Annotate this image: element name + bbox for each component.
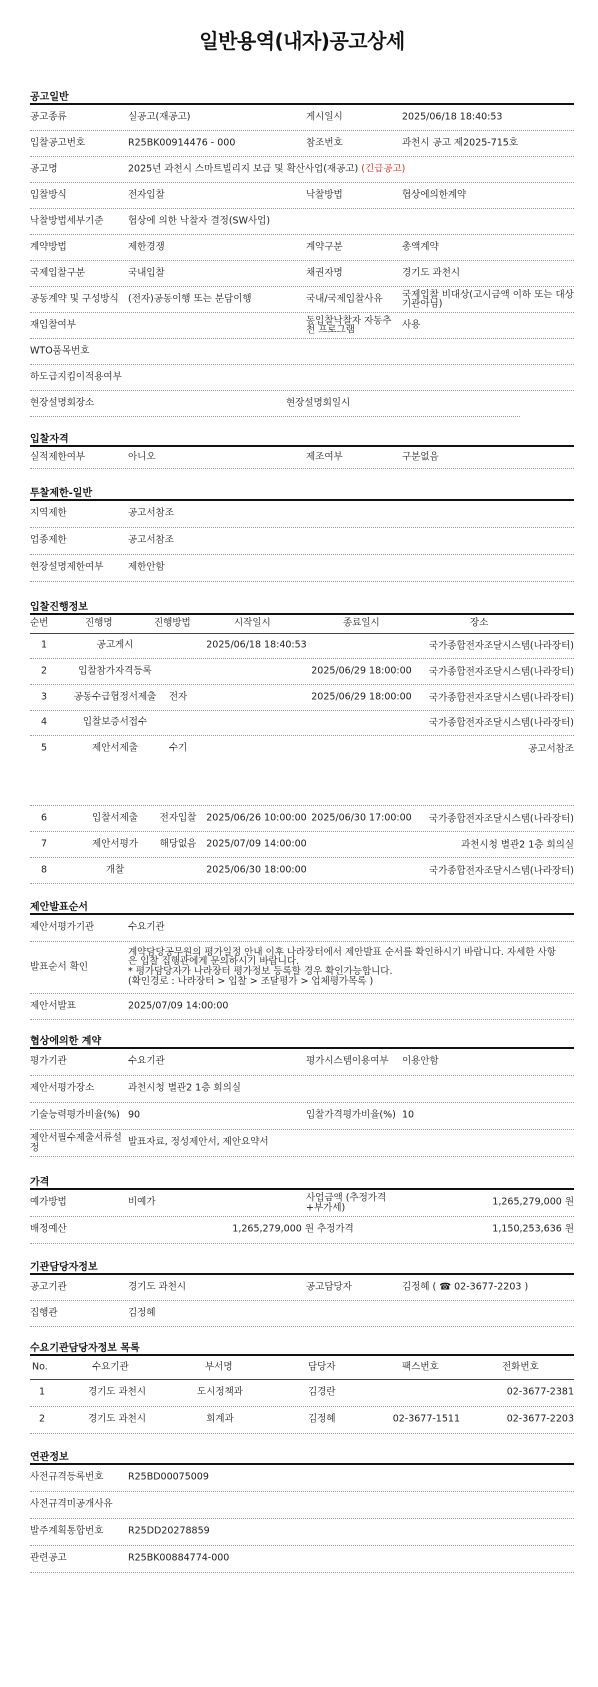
demand-table-body bbox=[30, 1380, 574, 1434]
row-subcontract: 하도급지킴이적용여부 bbox=[30, 365, 574, 391]
cell-no: 6 bbox=[40, 812, 48, 824]
cell-place: 국가종합전자조달시스템(나라장터) bbox=[428, 864, 574, 876]
row-agency-org: 공고기관 경기도 과천시 공고담당자 김정혜 ( ☎ 02-3677-2203 ) bbox=[30, 1275, 574, 1301]
cell-dept: 도시정책과 bbox=[197, 1386, 243, 1398]
cell-place: 과천시청 별관2 1층 회의실 bbox=[461, 838, 574, 850]
cell-no: 3 bbox=[40, 691, 48, 703]
table-row bbox=[30, 736, 574, 806]
section-agency bbox=[30, 1262, 574, 1327]
row-pre-no: 사전규격등록번호 R25BD00075009 bbox=[30, 1465, 574, 1492]
section-restriction bbox=[30, 488, 574, 582]
section-presentation bbox=[30, 902, 574, 1020]
demand-table-header: No. 수요기관 부서명 담당자 팩스번호 전화번호 bbox=[30, 1356, 574, 1380]
cell-person: 김경란 bbox=[308, 1386, 336, 1398]
cell-place: 국가종합전자조달시스템(나라장터) bbox=[428, 665, 574, 677]
cell-start: 2025/07/09 14:00:00 bbox=[206, 838, 307, 850]
cell-no: 4 bbox=[40, 716, 48, 728]
table-row bbox=[30, 832, 574, 858]
cell-name: 입찰서제출 bbox=[92, 812, 138, 824]
row-present: 제안서발표 2025/07/09 14:00:00 bbox=[30, 994, 574, 1020]
notice-name: 2025년 과천시 스마트빌리지 보급 및 확산사업(재공고) bbox=[128, 163, 359, 175]
cell-place: 공고서참조 bbox=[528, 743, 574, 755]
order-line: 계약담당공무원의 평가일정 안내 이후 나라장터에서 제안발표 순서를 확인하시기 바랍니다. 자세한 사항은 입찰 집행관에게 문의하시기 바랍니다. bbox=[128, 946, 556, 968]
table-row bbox=[30, 634, 574, 659]
section-qualification bbox=[30, 434, 574, 469]
cell-method: 해당없음 bbox=[159, 838, 197, 850]
row-perf: 실적제한여부 아니오 제조여부 구분없음 bbox=[30, 447, 574, 469]
cell-no: 2 bbox=[40, 665, 48, 677]
cell-tel: 02-3677-2203 bbox=[506, 1413, 574, 1425]
cell-name: 제안서평가 bbox=[92, 838, 138, 850]
row-bid-no: 입찰공고번호 R25BK00914476 - 000 참조번호 과천시 공고 제2025-715호 bbox=[30, 131, 574, 157]
section-title: 입찰자격 bbox=[30, 434, 574, 447]
cell-place: 국가종합전자조달시스템(나라장터) bbox=[428, 691, 574, 703]
cell-no: 2 bbox=[38, 1413, 46, 1425]
cell-name: 입찰참가자격등록 bbox=[78, 665, 152, 677]
row-agency-exec: 집행관 김정혜 bbox=[30, 1301, 574, 1327]
row-neg-ratio: 기술능력평가비율(%) 90 입찰가격평가비율(%) 10 bbox=[30, 1103, 574, 1130]
cell-fax: 02-3677-1511 bbox=[392, 1413, 460, 1425]
cell-method: 전자 bbox=[168, 691, 188, 703]
cell-start: 2025/06/26 10:00:00 bbox=[206, 812, 307, 824]
cell-name: 공동수급협정서제출 bbox=[73, 691, 157, 703]
row-joint: 공동계약 및 구성방식 (전자)공동이행 또는 분담이행 국내/국제입찰사유 국제입찰 비대상(고시금액 이하 또는 대상기관아님) bbox=[30, 287, 574, 313]
section-negotiation bbox=[30, 1036, 574, 1157]
row-industry: 업종제한 공고서참조 bbox=[30, 528, 574, 555]
cell-org: 경기도 과천시 bbox=[87, 1386, 147, 1398]
section-title: 투찰제한-일반 bbox=[30, 488, 574, 501]
row-bid-method: 입찰방식 전자입찰 낙찰방법 협상에의한계약 bbox=[30, 183, 574, 209]
row-notice-type: 공고종류 실공고(재공고) 게시일시 2025/06/18 18:40:53 bbox=[30, 105, 574, 131]
related-notice-link[interactable]: R25BK00884774-000 bbox=[128, 1552, 230, 1564]
section-pricing bbox=[30, 1177, 574, 1244]
cell-name: 개찰 bbox=[105, 864, 125, 876]
urgent-badge: (긴급공고) bbox=[361, 163, 406, 175]
row-site-restrict: 현장설명제한여부 제한안함 bbox=[30, 555, 574, 582]
row-rebid: 재입찰여부 동입찰낙찰자 자동추천 프로그램 사용 bbox=[30, 313, 574, 339]
cell-place: 국가종합전자조달시스템(나라장터) bbox=[428, 640, 574, 652]
progress-table-header: 순번 진행명 진행방법 시작일시 종료일시 장소 bbox=[30, 615, 574, 634]
section-title: 입찰진행정보 bbox=[30, 602, 574, 615]
section-progress bbox=[30, 602, 574, 884]
page-title: 일반용역(내자)공고상세 bbox=[199, 29, 405, 53]
cell-no: 5 bbox=[40, 742, 48, 754]
row-order: 발표순서 확인 계약담당공무원의 평가일정 안내 이후 나라장터에서 제안발표 순서를 확인하시기 바랍니다. 자세한 사항은 입찰 집행관에게 문의하시기 바랍니다. * 평가담당자가 나라장터 평가정보 등록할 경우 확인가능합니다. (확인경로 : 나라장터 > 입찰 > 조달평가 > 업체평가목록 ) bbox=[30, 942, 574, 994]
row-order-no: 발주계획통합번호 R25DD20278859 bbox=[30, 1519, 574, 1546]
cell-method: 전자입찰 bbox=[159, 812, 197, 824]
cell-no: 1 bbox=[40, 639, 48, 651]
table-row bbox=[30, 659, 574, 685]
table-row bbox=[30, 806, 574, 832]
row-price-alloc: 배정예산 1,265,279,000 원 추정가격 1,150,253,636 원 bbox=[30, 1217, 574, 1244]
row-region: 지역제한 공고서참조 bbox=[30, 501, 574, 528]
cell-name: 입찰보증서접수 bbox=[82, 716, 148, 728]
section-related bbox=[30, 1452, 574, 1573]
row-price-method: 예가방법 비예가 사업금액 (추정가격+부가세) 1,265,279,000 원 bbox=[30, 1190, 574, 1217]
cell-no: 8 bbox=[40, 864, 48, 876]
cell-place: 국가종합전자조달시스템(나라장터) bbox=[428, 717, 574, 729]
row-contract: 계약방법 제한경쟁 계약구분 총액계약 bbox=[30, 235, 574, 261]
row-neg-docs: 제안서필수제출서류설정 발표자료, 정성제안서, 제안요약서 bbox=[30, 1130, 574, 1157]
section-general bbox=[30, 92, 574, 417]
cell-end: 2025/06/30 17:00:00 bbox=[311, 812, 412, 824]
order-line: (확인경로 : 나라장터 > 입찰 > 조달평가 > 업체평가목록 ) bbox=[128, 976, 374, 988]
row-eval-org: 제안서평가기관 수요기관 bbox=[30, 915, 574, 942]
progress-table-body bbox=[30, 634, 574, 884]
row-intl: 국제입찰구분 국내입찰 채권자명 경기도 과천시 bbox=[30, 261, 574, 287]
row-related-notice: 관련공고 R25BK00884774-000 bbox=[30, 1546, 574, 1573]
table-row bbox=[30, 1380, 574, 1407]
row-neg-place: 제안서평가장소 과천시청 별관2 1층 회의실 bbox=[30, 1076, 574, 1103]
row-award-detail: 낙찰방법세부기준 협상에 의한 낙찰자 결정(SW사업) bbox=[30, 209, 574, 235]
section-title: 가격 bbox=[30, 1177, 574, 1190]
section-demand bbox=[30, 1343, 574, 1434]
row-pre-reason: 사전규격미공개사유 bbox=[30, 1492, 574, 1519]
section-title: 수요기관담당자정보 목록 bbox=[30, 1343, 574, 1356]
table-row bbox=[30, 685, 574, 711]
cell-tel: 02-3677-2381 bbox=[506, 1386, 574, 1398]
cell-name: 제안서제출 bbox=[92, 742, 138, 754]
table-row bbox=[30, 1407, 574, 1434]
cell-end: 2025/06/29 18:00:00 bbox=[311, 691, 412, 703]
cell-name: 공고게시 bbox=[96, 639, 134, 651]
cell-no: 7 bbox=[40, 838, 48, 850]
section-title: 기관담당자정보 bbox=[30, 1262, 574, 1275]
table-row bbox=[30, 858, 574, 884]
order-line: * 평가담당자가 나라장터 평가정보 등록할 경우 확인가능합니다. bbox=[128, 966, 393, 978]
cell-end: 2025/06/29 18:00:00 bbox=[311, 665, 412, 677]
cell-start: 2025/06/18 18:40:53 bbox=[206, 639, 307, 651]
row-site: 현장설명회장소 현장설명회일시 bbox=[30, 391, 520, 417]
cell-org: 경기도 과천시 bbox=[87, 1413, 147, 1425]
cell-place: 국가종합전자조달시스템(나라장터) bbox=[428, 812, 574, 824]
row-notice-name: 공고명 2025년 과천시 스마트빌리지 보급 및 확산사업(재공고) (긴급공고) bbox=[30, 157, 574, 183]
section-title: 연관정보 bbox=[30, 1452, 574, 1465]
section-title: 공고일반 bbox=[30, 92, 574, 105]
row-wto: WTO품목번호 bbox=[30, 339, 574, 365]
cell-method: 수기 bbox=[168, 742, 188, 754]
section-title: 제안발표순서 bbox=[30, 902, 574, 915]
cell-dept: 회계과 bbox=[206, 1413, 234, 1425]
table-row bbox=[30, 711, 574, 736]
section-title: 협상에의한 계약 bbox=[30, 1036, 574, 1049]
cell-start: 2025/06/30 18:00:00 bbox=[206, 864, 307, 876]
cell-no: 1 bbox=[38, 1386, 46, 1398]
cell-person: 김정혜 bbox=[308, 1413, 336, 1425]
row-neg-org: 평가기관 수요기관 평가시스템이용여부 이용안함 bbox=[30, 1049, 574, 1076]
